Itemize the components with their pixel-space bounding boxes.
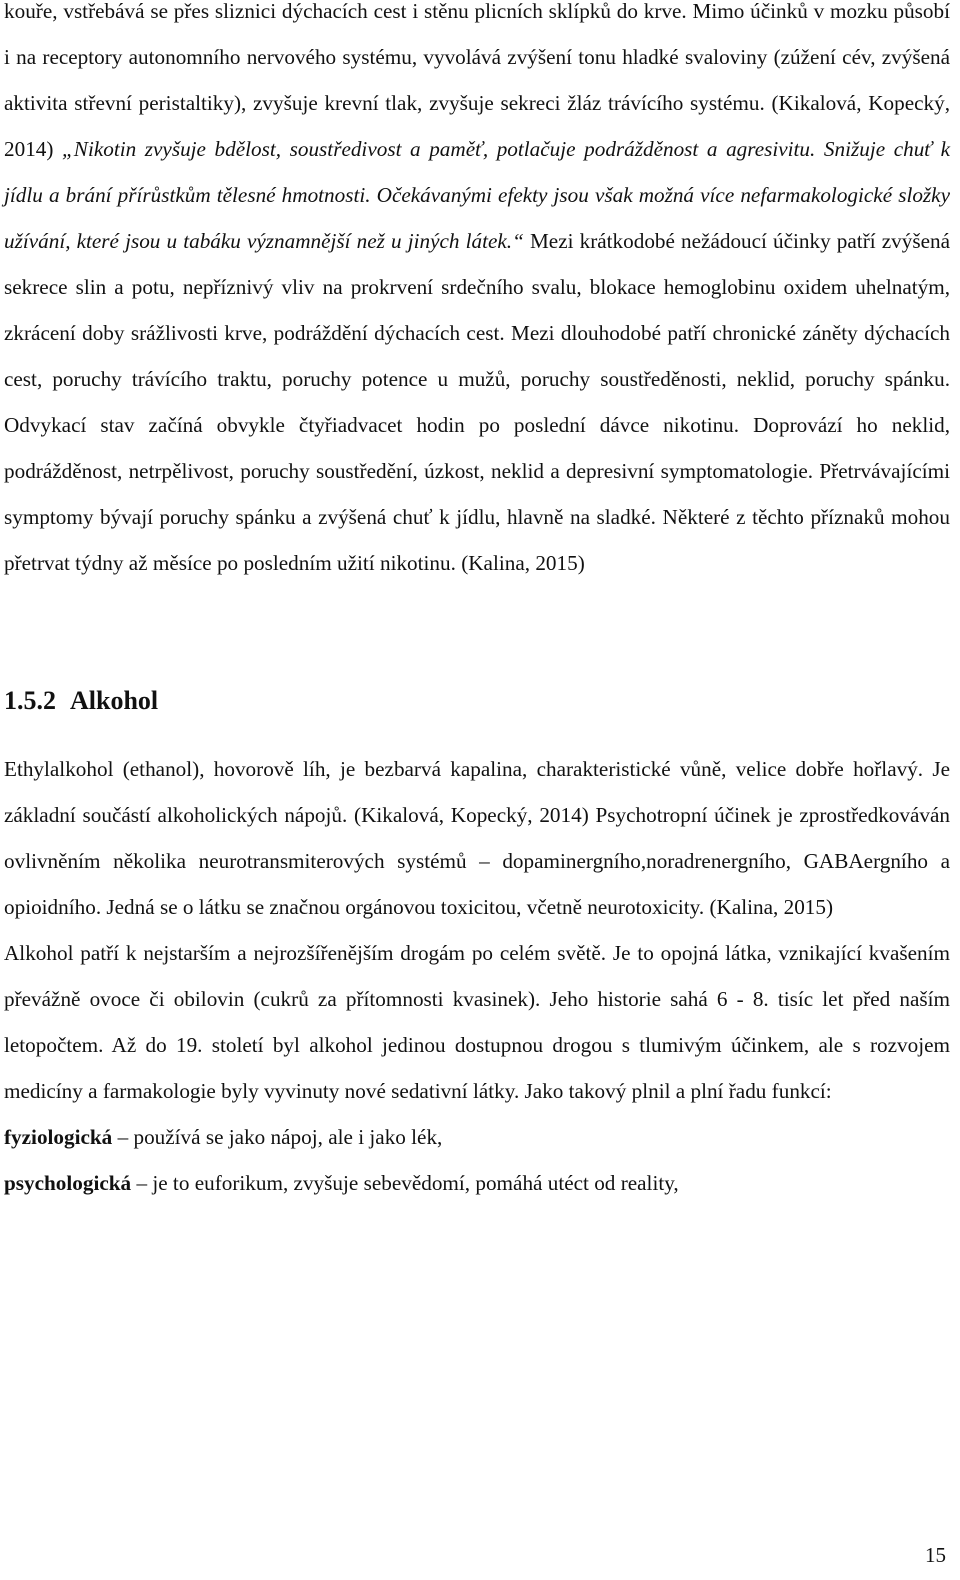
document-page xyxy=(4,0,950,1206)
section-title: Alkohol xyxy=(70,686,159,715)
section-heading xyxy=(4,678,950,724)
section-number: 1.5.2 xyxy=(4,686,56,715)
paragraph-text-continued: Mezi krátkodobé nežádoucí účinky patří zvýšená sekrece slin a potu, nepříznivý vliv na prokrvení srdečního svalu, blokace hemoglobinu oxidem uhelnatým, zkrácení doby srážlivosti krve, podráždění dýchacích cest. Mezi dlouhodobé patří chronické záněty dýchacích cest, poruchy trávícího traktu, poruchy potence u mužů, poruchy soustředěnosti, neklid, poruchy spánku. Odvykací stav začíná obvykle čtyřiadvacet hodin po poslední dávce nikotinu. Doprovází ho neklid, podrážděnost, netrpělivost, poruchy soustředění, úzkost, neklid a depresivní symptomatologie. Přetrvávajícími symptomy bývají poruchy spánku a zvýšená chuť k jídlu, hlavně na sladké. Některé z těchto příznaků mohou přetrvat týdny až měsíce po posledním užití nikotinu. (Kalina, 2015) xyxy=(4,229,950,575)
page-number: 15 xyxy=(925,1543,946,1567)
list-item-term: psychologická xyxy=(4,1171,132,1195)
nicotine-quote: „Nikotin zvyšuje bdělost, soustředivost a paměť, potlačuje podrážděnost a agresivitu. Snižuje chuť k jídlu a brání přírůstkům tělesné hmotnosti. Očekávanými efekty jsou však možná více nefarmakologické složky užívání, které jsou u tabáku významnější než u jiných látek.“ xyxy=(4,137,950,253)
list-item-text: – používá se jako nápoj, ale i jako lék, xyxy=(112,1125,443,1149)
paragraph-nicotine-effects xyxy=(4,0,950,586)
list-item-term: fyziologická xyxy=(4,1125,113,1149)
list-item-physiological xyxy=(4,1114,950,1160)
paragraph-ethanol-definition: Ethylalkohol (ethanol), hovorově líh, je bezbarvá kapalina, charakteristické vůně, velice dobře hořlavý. Je základní součástí alkoholických nápojů. (Kikalová, Kopecký, 2014) Psychotropní účinek je zprostředkováván ovlivněním několika neurotransmiterových systémů – dopaminergního,noradrenergního, GABAergního a opioidního. Jedná se o látku se značnou orgánovou toxicitou, včetně neurotoxicity. (Kalina, 2015) xyxy=(4,757,950,919)
list-item-psychological xyxy=(4,1160,950,1206)
list-item-text: – je to euforikum, zvyšuje sebevědomí, pomáhá utéct od reality, xyxy=(131,1171,679,1195)
paragraph-text: kouře, vstřebává se přes sliznici dýchacích cest i stěnu plicních sklípků do krve. Mimo účinků v mozku působí i na receptory autonomního nervového systému, vyvolává zvýšení tonu hladké svaloviny (zúžení cév, zvýšená aktivita střevní peristaltiky), zvyšuje krevní tlak, zvyšuje sekreci žláz trávícího systému. (Kikalová, Kopecký, 2014) xyxy=(4,0,950,161)
paragraph-alcohol-history: Alkohol patří k nejstarším a nejrozšířenějším drogám po celém světě. Je to opojná látka, vznikající kvašením převážně ovoce či obilovin (cukrů za přítomnosti kvasinek). Jeho historie sahá 6 - 8. tisíc let před naším letopočtem. Až do 19. století byl alkohol jedinou dostupnou drogou s tlumivým účinkem, ale s rozvojem medicíny a farmakologie byly vyvinuty nové sedativní látky. Jako takový plnil a plní řadu funkcí: xyxy=(4,941,950,1103)
